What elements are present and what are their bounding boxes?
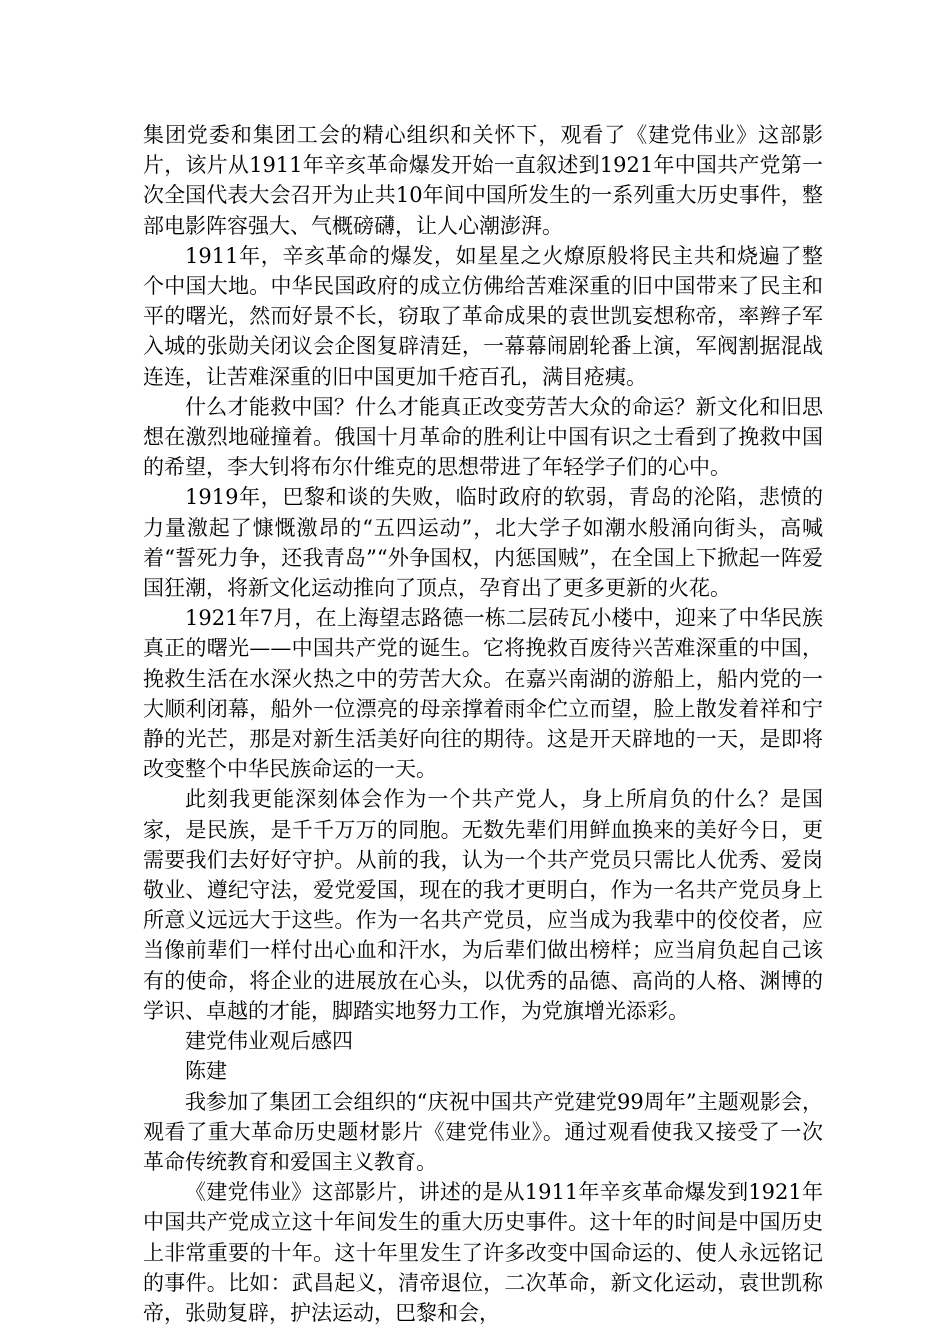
paragraph-1: 集团党委和集团工会的精心组织和关怀下，观看了《建党伟业》这部影片，该片从1911年辛亥革命爆发开始一直叙述到1921年中国共产党第一次全国代表大会召开为止共10年间中国所发生的一系列重大历史事件，整部电影阵容强大、气概磅礴，让人心潮澎湃。: [143, 123, 823, 238]
author-name: 陈建: [185, 1059, 227, 1084]
paragraph-6: 此刻我更能深刻体会作为一个共产党人，身上所肩负的什么？是国家，是民族，是千千万万的同胞。无数先辈们用鲜血换来的美好今日，更需要我们去好好守护。从前的我，认为一个共产党员只需比人优秀、爱岗敬业、遵纪守法，爱党爱国，现在的我才更明白，作为一名共产党员身上所意义远远大于这些。作为一名共产党员，应当成为我辈中的佼佼者，应当像前辈们一样付出心血和汗水，为后辈们做出榜样；应当肩负起自己该有的使命，将企业的进展放在心头，以优秀的品德、高尚的人格、渊博的学识、卓越的才能，脚踏实地努力工作，为党旗增光添彩。: [143, 787, 823, 1023]
paragraph-7: 我参加了集团工会组织的“庆祝中国共产党建党99周年”主题观影会，观看了重大革命历史题材影片《建党伟业》。通过观看使我又接受了一次革命传统教育和爱国主义教育。: [143, 1089, 823, 1174]
paragraph-4: 1919年，巴黎和谈的失败，临时政府的软弱，青岛的沦陷，悲愤的力量激起了慷慨激昂的“五四运动”，北大学子如潮水般涌向街头，高喊着“誓死力争，还我青岛”“外争国权，内惩国贼”，在全国上下掀起一阵爱国狂潮，将新文化运动推向了顶点，孕育出了更多更新的火花。: [143, 485, 823, 601]
paragraph-5: 1921年7月，在上海望志路德一栋二层砖瓦小楼中，迎来了中华民族真正的曙光——中国共产党的诞生。它将挽救百废待兴苦难深重的中国，挽救生活在水深火热之中的劳苦大众。在嘉兴南湖的游船上，船内党的一大顺利闭幕，船外一位漂亮的母亲撑着雨伞伫立而望，脸上散发着祥和宁静的光芒，那是对新生活美好向往的期待。这是开天辟地的一天，是即将改变整个中华民族命运的一天。: [143, 606, 823, 782]
paragraph-3: 什么才能救中国？什么才能真正改变劳苦大众的命运？新文化和旧思想在激烈地碰撞着。俄国十月革命的胜利让中国有识之士看到了挽救中国的希望，李大钊将布尔什维克的思想带进了年轻学子们的心中。: [143, 394, 823, 480]
document-body: [143, 120, 823, 1328]
section-heading: 建党伟业观后感四: [185, 1029, 353, 1054]
paragraph-2: 1911年，辛亥革命的爆发，如星星之火燎原般将民主共和烧遍了整个中国大地。中华民国政府的成立仿佛给苦难深重的旧中国带来了民主和平的曙光，然而好景不长，窃取了革命成果的袁世凯妄想称帝，率辫子军入城的张勋关闭议会企图复辟清廷，一幕幕闹剧轮番上演，军阀割据混战连连，让苦难深重的旧中国更加千疮百孔，满目疮痍。: [143, 243, 823, 389]
paragraph-8: 《建党伟业》这部影片，讲述的是从1911年辛亥革命爆发到1921年中国共产党成立这十年间发生的重大历史事件。这十年的时间是中国历史上非常重要的十年。这十年里发生了许多改变中国命运的、使人永远铭记的事件。比如：武昌起义，清帝退位，二次革命，新文化运动，袁世凯称帝，张勋复辟，护法运动，巴黎和会，: [143, 1180, 823, 1325]
